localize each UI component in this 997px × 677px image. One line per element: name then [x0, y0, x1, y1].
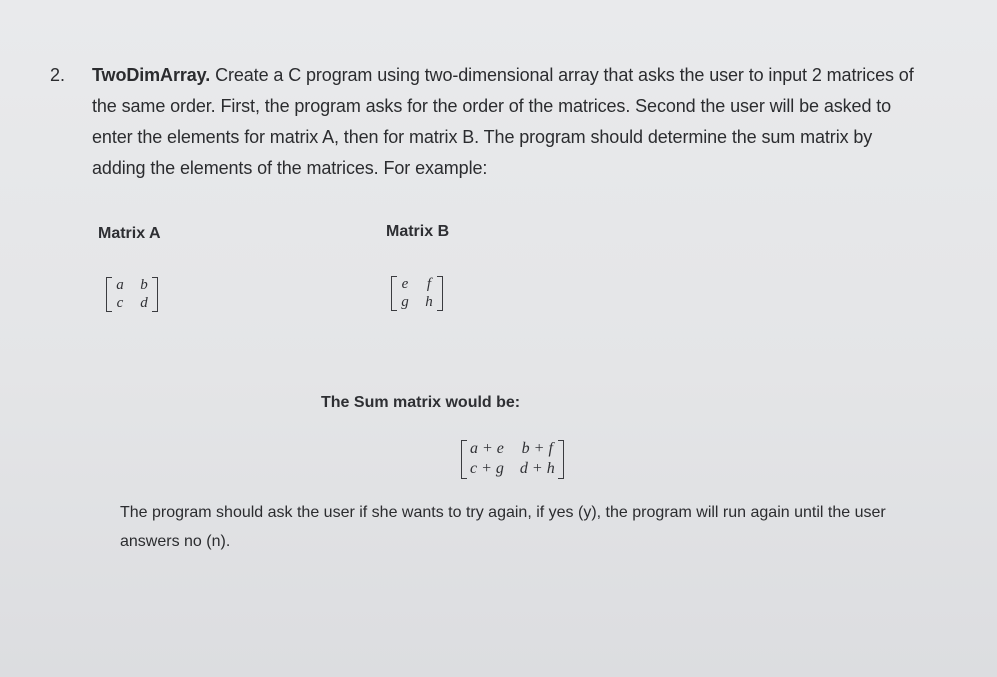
question-body: Create a C program using two-dimensional array that asks the user to input 2 matrices of the same order. First, the program asks for the order of the matrices. Second the user will be asked to enter the elements for matrix A, then for matrix B. The program should determine the sum matrix by adding the elements of the matrices. For example:	[92, 65, 914, 178]
matrix-a-grid	[112, 277, 152, 312]
matrix-b	[391, 276, 443, 311]
sum-matrix-cell: a + e	[470, 440, 504, 457]
right-bracket	[152, 277, 158, 312]
matrix-b-grid	[397, 276, 437, 311]
matrix-a-cell: b	[140, 277, 148, 293]
sum-matrix	[461, 440, 564, 479]
matrix-b-cell: g	[401, 293, 409, 310]
question-number: 2.	[50, 65, 66, 85]
sum-matrix-cell: c + g	[470, 459, 504, 477]
matrix-b-cell: h	[425, 293, 433, 310]
question-paragraph	[92, 60, 922, 184]
question-title: TwoDimArray.	[92, 65, 211, 85]
matrix-a-cell: a	[116, 277, 124, 293]
right-bracket	[437, 276, 443, 311]
sum-matrix-cell: d + h	[519, 459, 555, 477]
right-bracket	[558, 440, 564, 479]
sum-matrix-grid	[467, 440, 558, 479]
matrix-b-cell: f	[426, 276, 432, 292]
matrix-a-cell: c	[116, 294, 124, 311]
sum-matrix-cell: b + f	[521, 440, 553, 457]
matrix-a-cell: d	[140, 294, 148, 311]
closing-instruction: The program should ask the user if she wants to try again, if yes (y), the program will run again until the user answers no (n).	[120, 504, 886, 550]
sum-matrix-label: The Sum matrix would be:	[321, 394, 521, 411]
matrix-a	[106, 277, 158, 312]
matrix-b-cell: e	[401, 276, 409, 292]
matrix-a-label: Matrix A	[98, 225, 161, 242]
matrix-b-label: Matrix B	[386, 223, 450, 240]
